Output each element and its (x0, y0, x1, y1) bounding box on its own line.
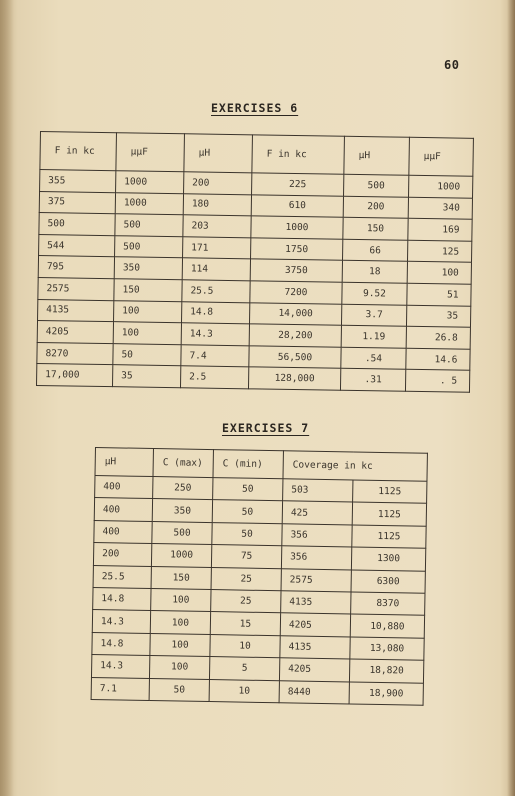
exercises-7-table (91, 447, 428, 706)
cell-uh: 14.3 (92, 610, 150, 633)
cell-c-min: 50 (212, 522, 282, 546)
cell-coverage-high: 18,900 (349, 681, 423, 705)
column-header-uh: μH (184, 134, 253, 173)
cell-c-min: 5 (209, 657, 279, 681)
cell-f-in-kc-2: 28,200 (249, 324, 341, 347)
cell-mmf: 500 (115, 235, 183, 258)
cell-coverage-low: 4205 (279, 658, 349, 682)
cell-uh: 14.8 (93, 587, 151, 610)
cell-c-min: 10 (210, 634, 280, 658)
cell-uh-2: 3.7 (341, 304, 406, 327)
cell-c-min: 50 (213, 478, 283, 502)
cell-c-max: 250 (153, 477, 213, 500)
exercises-6-table (36, 131, 474, 393)
cell-mmf: 100 (114, 300, 182, 323)
cell-uh: 171 (183, 237, 251, 260)
cell-c-max: 50 (149, 678, 209, 701)
cell-coverage-low: 4135 (281, 591, 351, 615)
cell-f-in-kc: 795 (38, 256, 114, 279)
cell-uh: 114 (182, 258, 250, 281)
cell-c-max: 100 (150, 611, 210, 634)
cell-coverage-low: 8440 (279, 680, 349, 704)
cell-c-max: 1000 (151, 544, 211, 567)
cell-f-in-kc-2: 14,000 (249, 302, 341, 325)
cell-uh-2: .54 (341, 347, 406, 370)
cell-mmf-2: 100 (407, 262, 471, 285)
cell-uh: 7.1 (91, 677, 149, 700)
cell-mmf: 350 (114, 257, 182, 280)
cell-uh: 400 (94, 498, 152, 521)
cell-c-max: 100 (150, 633, 210, 656)
cell-mmf-2: 14.6 (406, 348, 470, 371)
cell-coverage-high: 1125 (352, 525, 426, 549)
cell-mmf-2: 340 (408, 197, 472, 220)
cell-f-in-kc: 500 (39, 213, 115, 236)
column-header-uh-2: μH (344, 136, 410, 175)
cell-f-in-kc-2: 7200 (250, 281, 342, 304)
cell-f-in-kc: 4205 (37, 321, 113, 344)
page-number: 60 (444, 58, 460, 72)
cell-f-in-kc: 375 (39, 191, 115, 214)
cell-mmf: 35 (112, 365, 180, 388)
cell-mmf: 100 (113, 322, 181, 345)
cell-mmf-2: 51 (407, 283, 471, 306)
cell-c-max: 350 (152, 499, 212, 522)
cell-f-in-kc-2: 56,500 (249, 346, 341, 369)
cell-coverage-high: 1300 (351, 547, 425, 571)
cell-coverage-high: 6300 (351, 570, 425, 594)
cell-mmf-2: 35 (406, 305, 470, 328)
cell-c-min: 15 (210, 612, 280, 636)
cell-uh: 180 (183, 193, 251, 216)
cell-c-min: 10 (209, 679, 279, 703)
cell-uh-2: 1.19 (341, 325, 406, 348)
cell-coverage-low: 503 (283, 479, 353, 503)
cell-coverage-high: 1125 (353, 480, 427, 504)
cell-mmf-2: 125 (407, 240, 471, 263)
cell-mmf-2: 1000 (409, 175, 473, 198)
cell-mmf-2: 26.8 (406, 326, 470, 349)
cell-f-in-kc: 2575 (38, 277, 114, 300)
cell-uh-2: 200 (343, 196, 408, 219)
cell-coverage-low: 4135 (280, 635, 350, 659)
cell-coverage-high: 10,880 (350, 614, 424, 638)
cell-coverage-high: 8370 (351, 592, 425, 616)
cell-uh: 400 (95, 476, 153, 499)
cell-uh: 14.3 (181, 323, 249, 346)
cell-f-in-kc-2: 128,000 (248, 367, 340, 390)
cell-uh-2: 66 (343, 239, 408, 262)
cell-c-max: 100 (149, 656, 209, 679)
column-header-mmf: μμF (116, 133, 185, 172)
cell-mmf: 1000 (115, 192, 183, 215)
column-header-uh: μH (95, 448, 153, 477)
cell-uh-2: 18 (342, 261, 407, 284)
cell-f-in-kc-2: 1000 (251, 216, 343, 239)
cell-mmf: 50 (113, 343, 181, 366)
column-header-c-min: C (min) (213, 450, 283, 479)
cell-mmf: 500 (115, 214, 183, 237)
cell-uh-2: 500 (344, 174, 409, 197)
column-header-mmf-2: μμF (409, 137, 474, 176)
cell-uh: 2.5 (180, 366, 248, 389)
cell-c-min: 75 (211, 545, 281, 569)
cell-f-in-kc-2: 225 (252, 173, 344, 196)
cell-mmf: 1000 (116, 171, 184, 194)
table-row (91, 677, 423, 705)
cell-coverage-high: 1125 (352, 502, 426, 526)
cell-uh: 200 (93, 543, 151, 566)
cell-uh-2: .31 (340, 369, 405, 392)
cell-coverage-low: 356 (282, 524, 352, 548)
cell-uh: 14.8 (92, 632, 150, 655)
cell-uh: 203 (183, 215, 251, 238)
cell-uh-2: 9.52 (342, 282, 407, 305)
cell-c-min: 25 (211, 589, 281, 613)
cell-f-in-kc-2: 1750 (251, 238, 343, 261)
cell-coverage-low: 425 (282, 501, 352, 525)
cell-c-max: 500 (152, 521, 212, 544)
cell-f-in-kc: 8270 (37, 342, 113, 365)
cell-f-in-kc: 544 (39, 234, 115, 257)
cell-f-in-kc-2: 3750 (250, 259, 342, 282)
cell-uh: 25.5 (93, 565, 151, 588)
cell-mmf: 150 (114, 279, 182, 302)
cell-f-in-kc: 4135 (38, 299, 114, 322)
column-header-c-max: C (max) (153, 449, 213, 478)
cell-mmf-2: 169 (408, 218, 472, 241)
cell-uh: 14.3 (91, 655, 149, 678)
cell-uh: 25.5 (182, 280, 250, 303)
cell-coverage-high: 13,080 (350, 637, 424, 661)
cell-uh: 7.4 (181, 344, 249, 367)
cell-coverage-low: 2575 (281, 568, 351, 592)
cell-uh: 400 (94, 520, 152, 543)
cell-c-max: 100 (151, 588, 211, 611)
column-header-f-in-kc: F in kc (40, 132, 117, 171)
cell-f-in-kc: 17,000 (37, 364, 113, 387)
column-header-f-in-kc-2: F in kc (252, 135, 345, 174)
cell-mmf-2: . 5 (405, 370, 469, 393)
cell-c-min: 50 (212, 500, 282, 524)
cell-uh: 200 (184, 172, 252, 195)
cell-uh: 14.8 (182, 301, 250, 324)
column-header-coverage: Coverage in kc (283, 451, 427, 482)
cell-c-max: 150 (151, 566, 211, 589)
exercises-6-heading: EXERCISES 6 (211, 101, 299, 115)
exercises-7-heading: EXERCISES 7 (222, 421, 310, 435)
cell-coverage-low: 4205 (280, 613, 350, 637)
cell-c-min: 25 (211, 567, 281, 591)
cell-coverage-low: 356 (281, 546, 351, 570)
cell-f-in-kc-2: 610 (251, 194, 343, 217)
cell-coverage-high: 18,820 (349, 659, 423, 683)
cell-f-in-kc: 355 (40, 170, 116, 193)
cell-uh-2: 150 (343, 217, 408, 240)
